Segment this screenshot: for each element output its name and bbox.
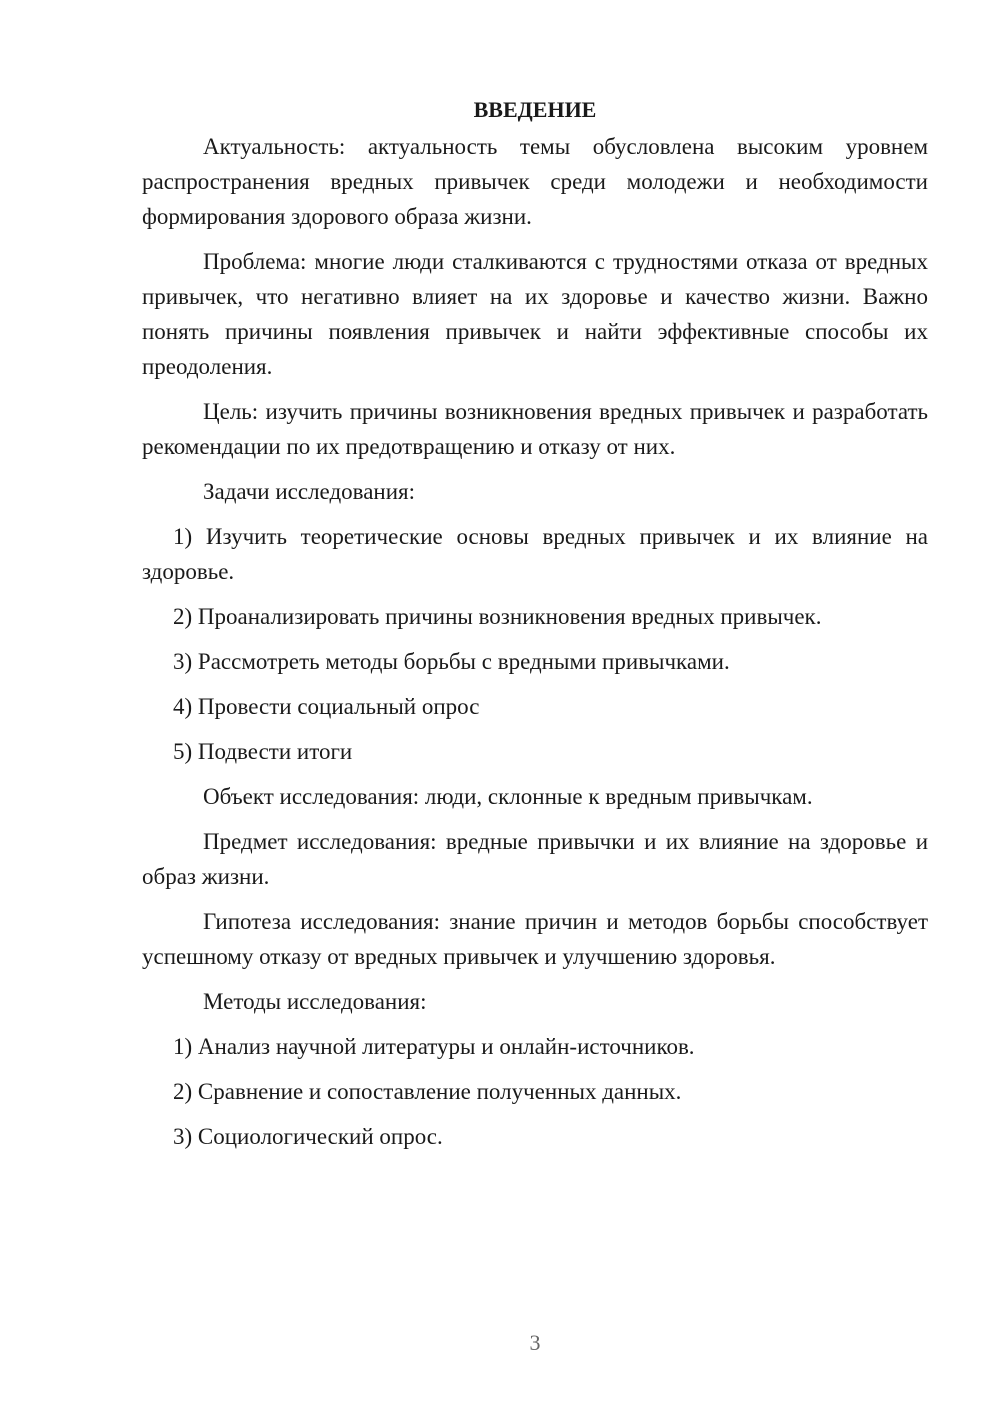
task-item: 2) Проанализировать причины возникновения вредных привычек. <box>173 604 822 629</box>
page-number: 3 <box>529 1330 541 1355</box>
method-item: 2) Сравнение и сопоставление полученных данных. <box>173 1079 682 1104</box>
document-body <box>142 92 928 1164</box>
paragraph-goal: Цель: изучить причины возникновения вредных привычек и разработать рекомендации по их предотвращению и отказу от них. <box>142 399 928 459</box>
paragraph-hypothesis: Гипотеза исследования: знание причин и методов борьбы способствует успешному отказу от вредных привычек и улучшению здоровья. <box>142 909 928 969</box>
paragraph-object: Объект исследования: люди, склонные к вредным привычкам. <box>203 784 813 809</box>
task-item: 1) Изучить теоретические основы вредных привычек и их влияние на здоровье. <box>142 524 928 584</box>
page-title: ВВЕДЕНИЕ <box>473 97 597 122</box>
methods-heading: Методы исследования: <box>203 989 427 1014</box>
tasks-heading: Задачи исследования: <box>203 479 416 504</box>
method-item: 3) Социологический опрос. <box>173 1124 443 1149</box>
task-item: 3) Рассмотреть методы борьбы с вредными привычками. <box>173 649 730 674</box>
method-item: 1) Анализ научной литературы и онлайн-источников. <box>173 1034 695 1059</box>
paragraph-relevance: Актуальность: актуальность темы обусловлена высоким уровнем распространения вредных привычек среди молодежи и необходимости формирования здорового образа жизни. <box>142 134 928 229</box>
paragraph-subject: Предмет исследования: вредные привычки и их влияние на здоровье и образ жизни. <box>142 829 928 889</box>
task-item: 5) Подвести итоги <box>173 739 353 764</box>
paragraph-problem: Проблема: многие люди сталкиваются с трудностями отказа от вредных привычек, что негативно влияет на их здоровье и качество жизни. Важно понять причины появления привычек и найти эффективные способы их преодоления. <box>142 249 928 379</box>
task-item: 4) Провести социальный опрос <box>173 694 480 719</box>
